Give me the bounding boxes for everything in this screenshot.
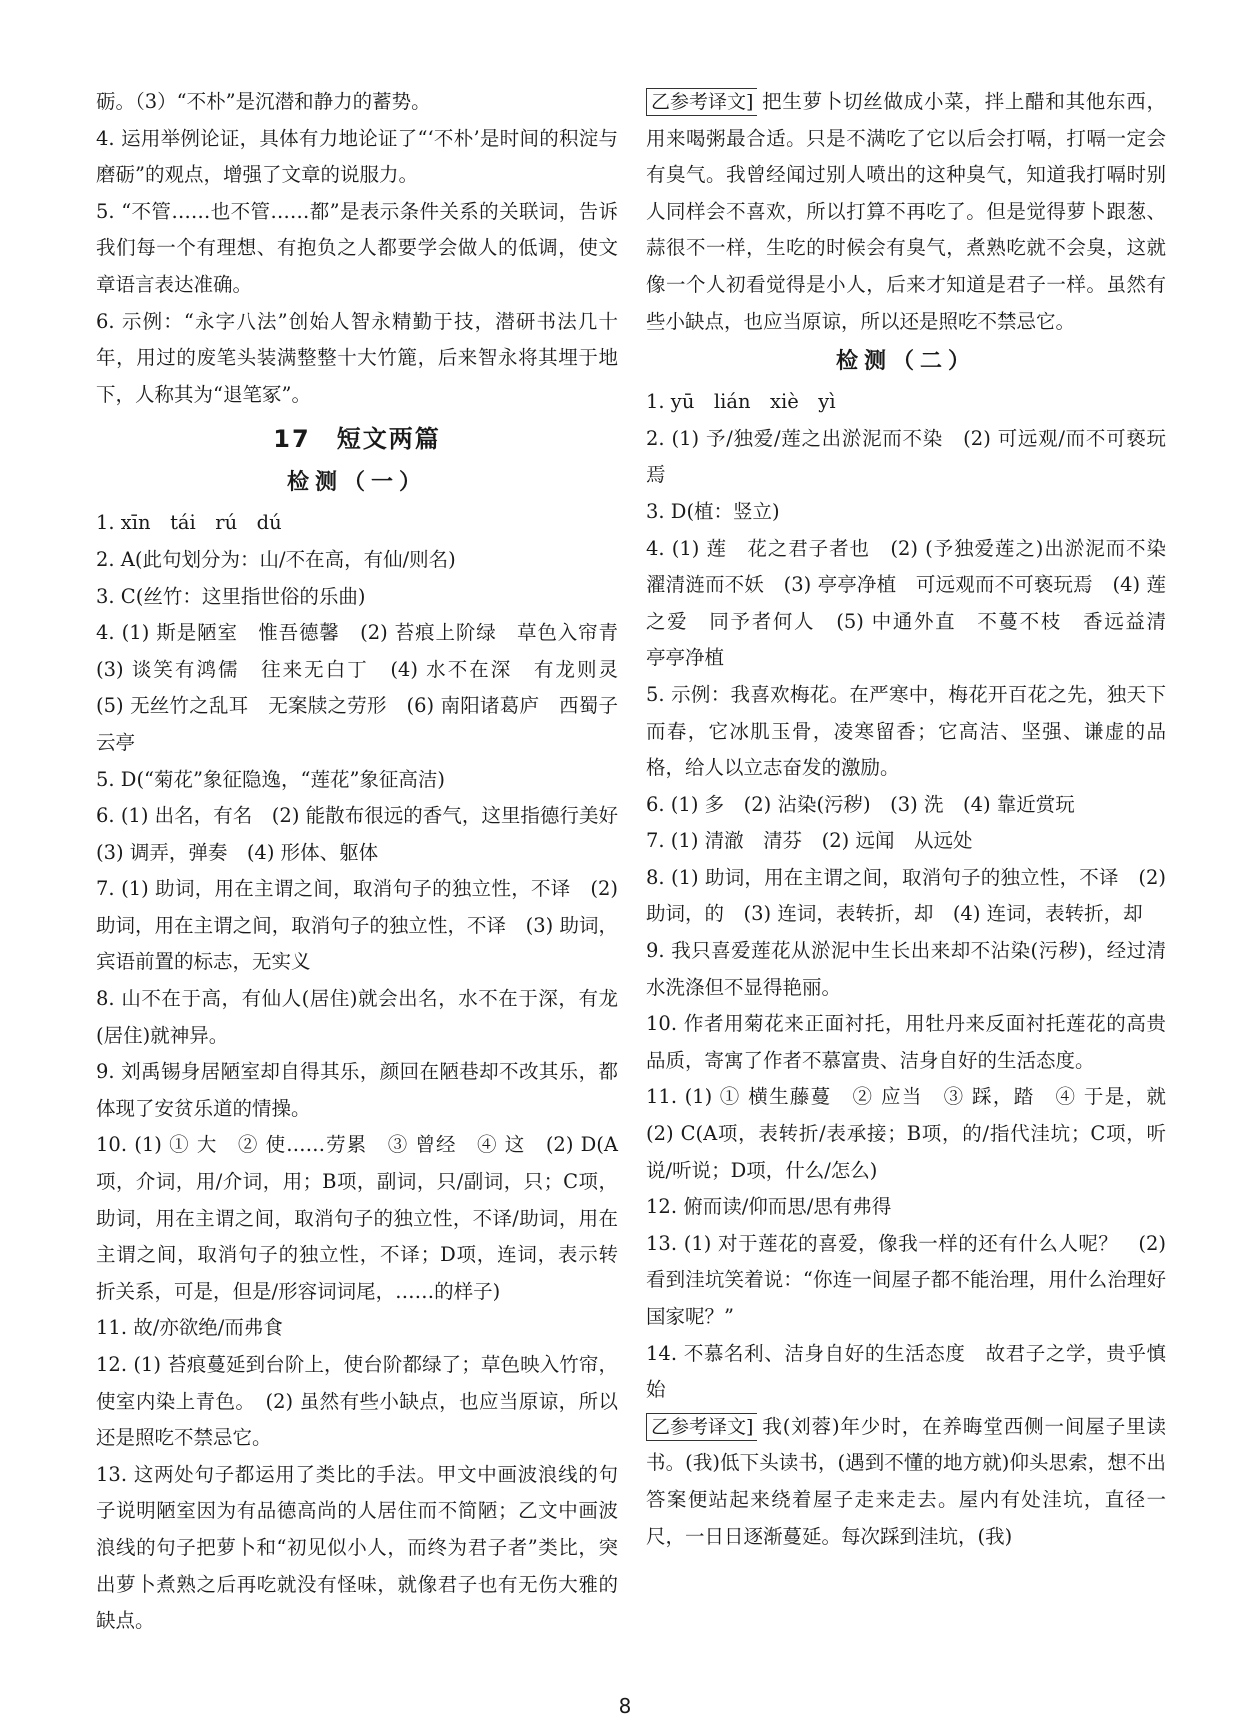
answer-9: 9. 刘禹锡身居陋室却自得其乐，颜回在陋巷却不改其乐，都体现了安贫乐道的情操。 [96,1060,618,1120]
answer-10: 10. (1) ① 大 ② 使……劳累 ③ 曾经 ④ 这 (2) D(A项，介词，用/介词，用；B项，副词，只/副词，只；C项，助词，用在主谓之间，取消句子的独立性，不译/助词，用在主谓之间，取消句子的独立性，不译；D项，连词，表示转折关系，可是，但是/形容词词尾，……的样子) [96,1133,618,1303]
answer2-7: 7. (1) 清澈 清芬 (2) 远闻 从远处 [646,829,973,853]
answer-7: 7. (1) 助词，用在主谓之间，取消句子的独立性，不译 (2) 助词，用在主谓之间，取消句子的独立性，不译 (3) 助词，宾语前置的标志，无实义 [96,877,618,974]
answer2-10: 10. 作者用菊花来正面衬托，用牡丹来反面衬托莲花的高贵品质，寄寓了作者不慕富贵、洁身自好的生活态度。 [646,1012,1166,1072]
answer2-11: 11. (1) ① 横生藤蔓 ② 应当 ③ 踩，踏 ④ 于是，就 (2) C(A项，表转折/表承接；B项，的/指代洼坑；C项，听说/听说；D项，什么/怎么) [646,1085,1186,1182]
section-title: 17 短文两篇 [273,425,441,454]
answer2-6: 6. (1) 多 (2) 沾染(污秽) (3) 洗 (4) 靠近赏玩 [646,792,1075,816]
answer2-13: 13. (1) 对于莲花的喜爱，像我一样的还有什么人呢？ (2) 看到洼坑笑着说：“你连一间屋子都不能治理，用什么治理好国家呢？” [646,1231,1166,1328]
answer2-14: 14. 不慕名利、洁身自好的生活态度 故君子之学，贵乎慎始 [646,1341,1166,1402]
page-number: 8 [618,1694,632,1718]
answer-6: 6. (1) 出名，有名 (2) 能散布很远的香气，这里指德行美好 (3) 调弄，弹奏 (4) 形体、躯体 [96,804,638,864]
translation-2 [646,1409,1166,1555]
answer2-3: 3. D(植：竖立) [646,499,780,523]
answer2-5: 5. 示例：我喜欢梅花。在严寒中，梅花开百花之先，独天下而春，它冰肌玉骨，凌寒留香；它高洁、坚强、谦虚的品格，给人以立志奋发的激励。 [646,682,1166,780]
translation-tag: 乙参考译文 ] [646,88,757,116]
answer-2: 2. A(此句划分为：山/不在高，有仙/则名) [96,547,456,571]
translation-2-text: 我(刘蓉)年少时，在养晦堂西侧一间屋子里读书。(我)低下头读书，(遇到不懂的地方就)仰头思索，想不出答案便站起来绕着屋子走来走去。屋内有处洼坑，直径一尺，一日日逐渐蔓延。每次踩到洼坑，(我) [646,1414,1166,1548]
translation-1 [646,84,1166,340]
translation-tag: 乙参考译文 ] [646,1413,757,1441]
subsection-title-2: 检测（二） [835,349,976,375]
answer2-2: 2. (1) 予/独爱/莲之出淤泥而不染 (2) 可远观/而不可亵玩焉 [646,426,1166,487]
answer-8: 8. 山不在于高，有仙人(居住)就会出名，水不在于深，有龙(居住)就神异。 [96,987,618,1047]
answer-12: 12. (1) 苔痕蔓延到台阶上，使台阶都绿了；草色映入竹帘，使室内染上青色。 (2) 虽然有些小缺点，也应当原谅，所以还是照吃不禁忌它。 [96,1353,618,1450]
answer-5: 5. D(“菊花”象征隐逸，“莲花”象征高洁) [96,767,446,791]
answer-4: 4. (1) 斯是陋室 惟吾德馨 (2) 苔痕上阶绿 草色入帘青 (3) 谈笑有鸿儒 往来无白丁 (4) 水不在深 有龙则灵 (5) 无丝竹之乱耳 无案牍之劳形 (6) 南阳诸葛庐 西蜀子云亭 [96,621,638,754]
left-line-1: 4. 运用举例论证，具体有力地论证了“‘不朴’是时间的积淀与磨砺”的观点，增强了文章的说服力。 [96,126,618,187]
left-line-3: 6. 示例：“永字八法”创始人智永精勤于技，潜研书法几十年，用过的废笔头装满整整十大竹簏，后来智永将其埋于地下，人称其为“退笔冢”。 [96,309,618,406]
answer2-4: 4. (1) 莲 花之君子者也 (2) (予独爱莲之)出淤泥而不染 濯清涟而不妖 (3) 亭亭净植 可远观而不可亵玩焉 (4) 莲之爱 同予者何人 (5) 中通外直 不蔓不枝 香远益清 亭亭净植 [646,536,1186,670]
answer-1: 1. xīn tái rú dú [96,511,282,535]
left-line-2: 5. “不管……也不管……都”是表示条件关系的关联词，告诉我们每一个有理想、有抱负之人都要学会做人的低调，使文章语言表达准确。 [96,199,618,296]
left-column [96,84,638,1640]
answer2-8: 8. (1) 助词，用在主谓之间，取消句子的独立性，不译 (2) 助词，的 (3) 连词，表转折，却 (4) 连词，表转折，却 [646,865,1166,926]
answer-3: 3. C(丝竹：这里指世俗的乐曲) [96,584,366,608]
answer-11: 11. 故/亦欲绝/而弗食 [96,1316,283,1340]
answer2-9: 9. 我只喜爱莲花从淤泥中生长出来却不沾染(污秽)，经过清水洗涤但不显得艳丽。 [646,939,1166,999]
right-column [646,84,1186,1555]
answer2-1: 1. yū lián xiè yì [646,390,836,414]
subsection-title-1: 检测（一） [286,470,427,496]
translation-1-text: 把生萝卜切丝做成小菜，拌上醋和其他东西，用来喝粥最合适。只是不满吃了它以后会打嗝，打嗝一定会有臭气。我曾经闻过别人喷出的这种臭气，知道我打嗝时别人同样会不喜欢，所以打算不再吃了。但是觉得萝卜跟葱、蒜很不一样，生吃的时候会有臭气，煮熟吃就不会臭，这就像一个人初看觉得是小人，后来才知道是君子一样。虽然有些小缺点，也应当原谅，所以还是照吃不禁忌它。 [646,90,1166,333]
left-line-0: 砺。（3）“不朴”是沉潜和静力的蓄势。 [96,90,431,113]
answer2-12: 12. 俯而读/仰而思/思有弗得 [646,1195,892,1219]
answer-13: 13. 这两处句子都运用了类比的手法。甲文中画波浪线的句子说明陋室因为有品德高尚的人居住而不简陋；乙文中画波浪线的句子把萝卜和“初见似小人，而终为君子者”类比，突出萝卜煮熟之后再吃就没有怪味，就像君子也有无伤大雅的缺点。 [96,1462,618,1633]
